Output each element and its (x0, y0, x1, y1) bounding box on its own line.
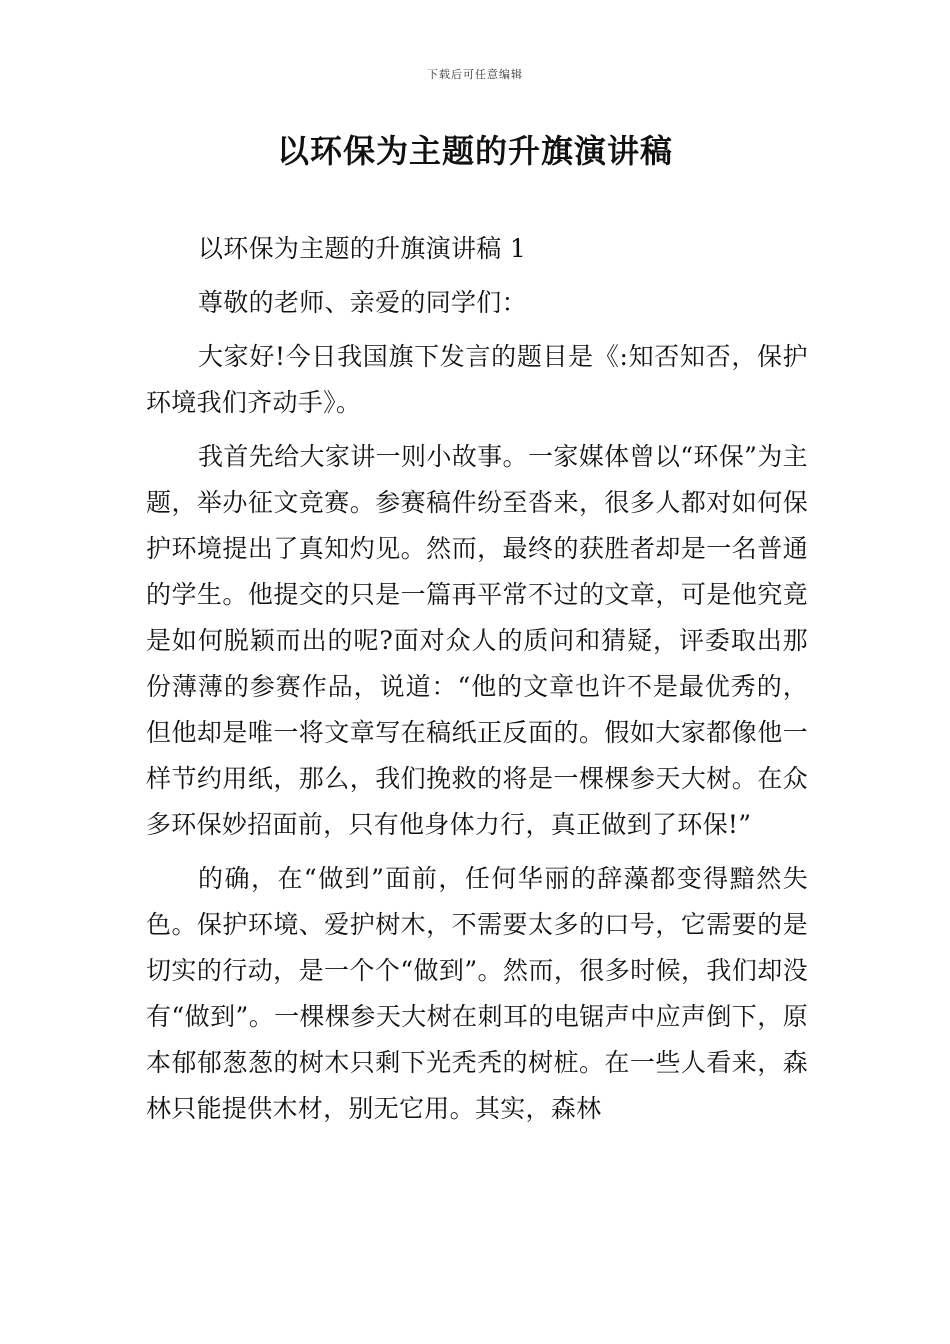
document-title: 以环保为主题的升旗演讲稿 (276, 132, 673, 170)
paragraph-story: 我首先给大家讲一则小故事。一家媒体曾以“环保”为主题，举办征文竞赛。参赛稿件纷至沓来，很多人都对如何保护环境提出了真知灼见。然而，最终的获胜者却是一名普通的学生。他提交的只是一篇再平常不过的文章，可是他究竟是如何脱颖而出的呢?面对众人的质问和猜疑，评委取出那份薄薄的参赛作品，说道：“他的文章也许不是最优秀的，但他却是唯一将文章写在稿纸正反面的。假如大家都像他一样节约用纸，那么，我们挽救的将是一棵棵参天大树。在众多环保妙招面前，只有他身体力行，真正做到了环保!” (146, 442, 808, 839)
paragraph-subtitle: 以环保为主题的升旗演讲稿 1 (198, 234, 527, 263)
download-note: 下载后可任意编辑 (427, 68, 523, 81)
document-body (146, 226, 808, 1140)
paragraph-greeting: 大家好!今日我国旗下发言的题目是《:知否知否，保护环境我们齐动手》。 (146, 342, 808, 417)
paragraph-salutation: 尊敬的老师、亲爱的同学们： (198, 288, 527, 317)
paragraph-reflection: 的确，在“做到”面前，任何华丽的辞藻都变得黯然失色。保护环境、爱护树木，不需要太多的口号，它需要的是切实的行动，是一个个“做到”。然而，很多时候，我们却没有“做到”。一棵棵参天大树在刺耳的电锯声中应声倒下，原本郁郁葱葱的树木只剩下光秃秃的树桩。在一些人看来，森林只能提供木材，别无它用。其实，森林 (146, 864, 808, 1123)
